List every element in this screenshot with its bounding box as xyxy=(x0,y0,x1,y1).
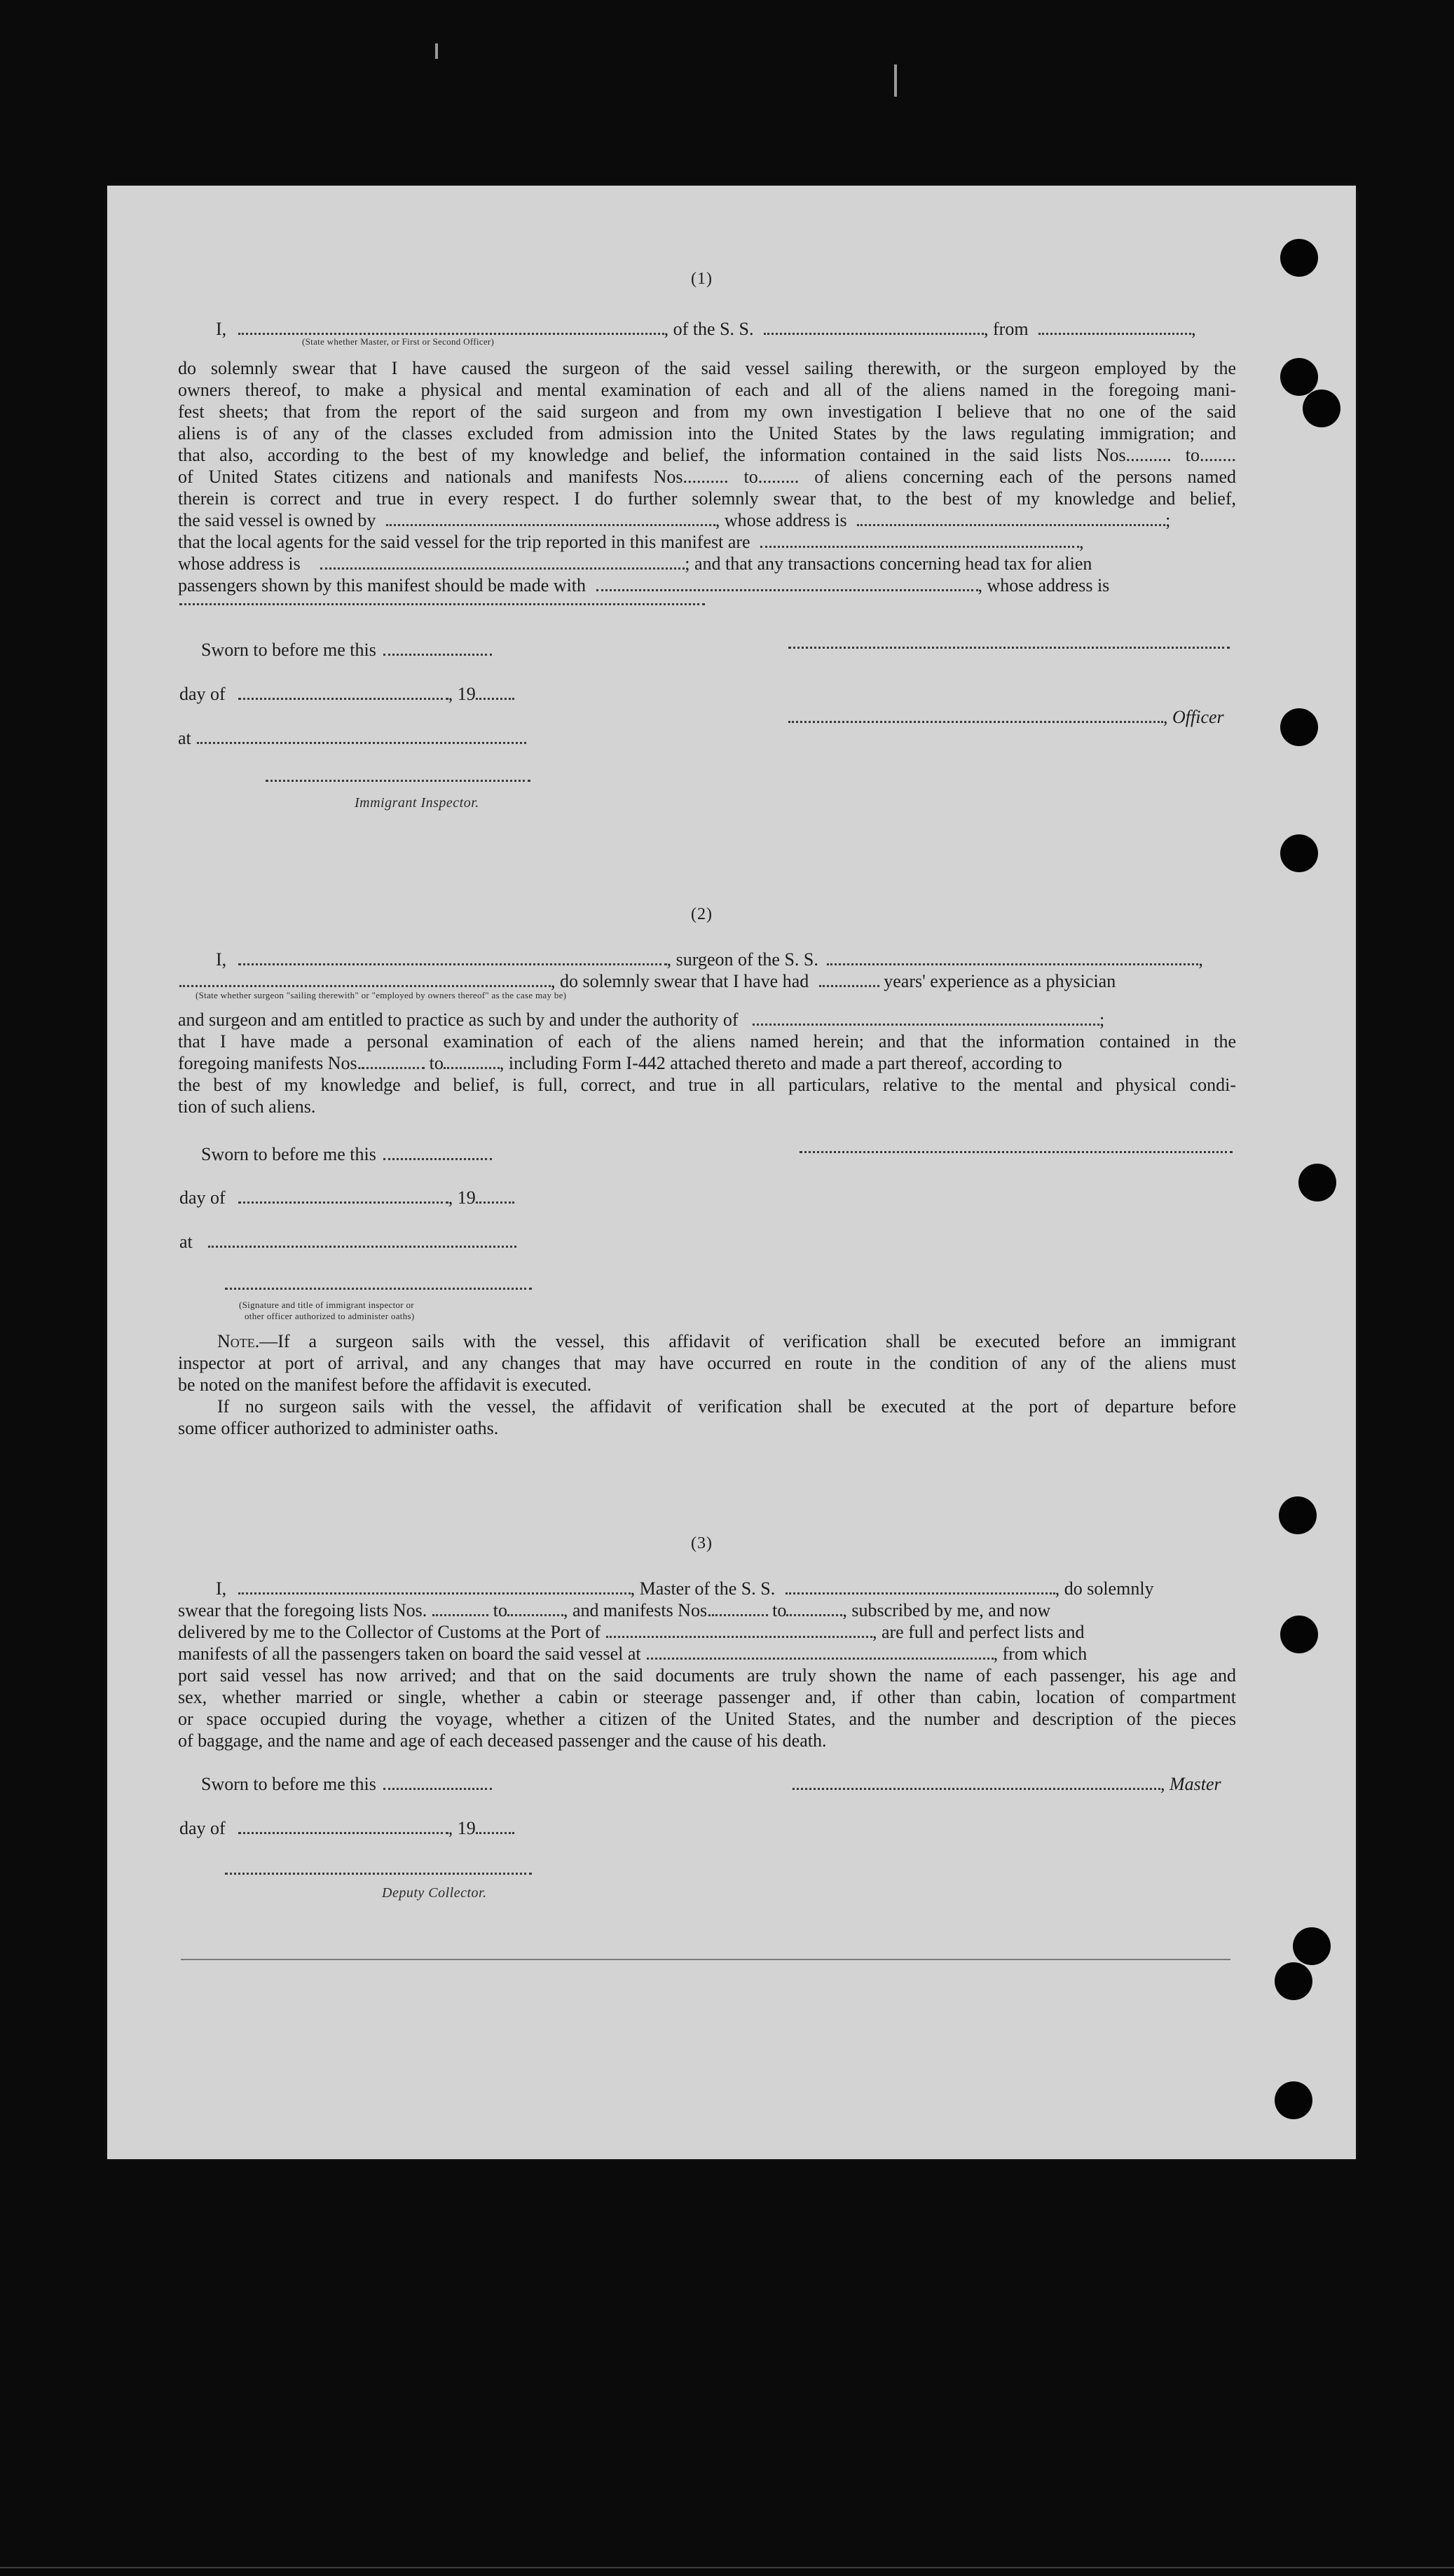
paragraph-line: port said vessel has now arrived; and that on the said documents are truly shown the name of each passenger, his age and xyxy=(178,1665,1236,1686)
paragraph-line: sex, whether married or single, whether a cabin or steerage passenger and, if other than cabin, location of compartment xyxy=(178,1687,1236,1707)
agents-line: that the local agents for the said vessel for the trip reported in this manifest are , xyxy=(178,532,1084,552)
paragraph-line: of United States citizens and nationals and manifests Nos.......... to......... of aliens concerning each of the persons named xyxy=(178,467,1236,487)
signature-line xyxy=(800,1151,1233,1153)
paragraph-line: aliens is of any of the classes excluded from admission into the United States by the laws regulating immigration; and xyxy=(178,423,1236,443)
punch-hole xyxy=(1280,1616,1318,1653)
punch-hole xyxy=(1303,390,1340,427)
note-line: If no surgeon sails with the vessel, the affidavit of verification shall be executed at the port of departure before xyxy=(217,1396,1236,1417)
whose-address-line: whose address is ; and that any transactions concerning head tax for alien xyxy=(178,553,1092,574)
signature-line xyxy=(266,780,530,782)
punch-hole xyxy=(1280,239,1318,277)
oath-line: I, , of the S. S. , from , xyxy=(216,319,1196,339)
master-signature-line: , Master xyxy=(793,1774,1221,1795)
blank-line xyxy=(179,603,705,605)
signature-caption: Immigrant Inspector. xyxy=(355,795,479,811)
note-line: inspector at port of arrival, and any changes that may have occurred en route in the condition of any of the aliens must xyxy=(178,1353,1236,1373)
section-number: (3) xyxy=(691,1534,713,1552)
day-of-line: day of , 19 xyxy=(179,1187,514,1208)
note-line: Note.—If a surgeon sails with the vessel, this affidavit of verification shall be executed before an immigrant xyxy=(217,1331,1236,1351)
officer-line: , Officer xyxy=(788,707,1224,728)
field-caption: (State whether Master, or First or Second Officer) xyxy=(302,336,495,347)
paragraph-line: the best of my knowledge and belief, is full, correct, and true in all particulars, relative to the mental and physical condi- xyxy=(178,1075,1236,1095)
section-number: (2) xyxy=(691,905,713,923)
punch-hole xyxy=(1298,1164,1336,1201)
sworn-line: Sworn to before me this xyxy=(201,1144,492,1165)
document-page xyxy=(107,186,1356,2159)
surgeon-line: I, , surgeon of the S. S. , xyxy=(216,949,1203,970)
scan-speck xyxy=(894,64,897,97)
paragraph-line: of baggage, and the name and age of each deceased passenger and the cause of his death. xyxy=(178,1730,827,1751)
paragraph-line: tion of such aliens. xyxy=(178,1096,316,1117)
section-number: (1) xyxy=(691,270,713,288)
scan-speck xyxy=(0,2567,1454,2568)
punch-hole xyxy=(1280,834,1318,872)
day-of-line: day of , 19 xyxy=(179,1818,514,1839)
at-line: at xyxy=(178,728,526,749)
field-caption: (State whether surgeon "sailing therewith" or "employed by owners thereof" as the case may be) xyxy=(196,990,567,1000)
manifests-line: foregoing manifests Nos. to , including Form I-442 attached thereto and made a part thereof, according to xyxy=(178,1053,1062,1073)
signature-line xyxy=(225,1288,532,1290)
signature-caption: other officer authorized to administer oaths) xyxy=(245,1311,415,1321)
note-line: some officer authorized to administer oaths. xyxy=(178,1418,499,1438)
owner-line: the said vessel is owned by , whose address is ; xyxy=(178,510,1171,530)
bottom-rule xyxy=(181,1959,1230,1960)
paragraph-line: do solemnly swear that I have caused the surgeon of the said vessel sailing therewith, or the surgeon employed by the xyxy=(178,358,1236,378)
day-of-line: day of , 19 xyxy=(179,684,514,705)
paragraph-line: fest sheets; that from the report of the said surgeon and from my own investigation I believe that no one of the said xyxy=(178,401,1236,422)
paragraph-line: that also, according to the best of my knowledge and belief, the information contained in the said lists Nos.......... to........ xyxy=(178,445,1236,465)
punch-hole xyxy=(1279,1496,1317,1534)
taken-on-board-line: manifests of all the passengers taken on board the said vessel at , from which xyxy=(178,1644,1088,1664)
authority-line: and surgeon and am entitled to practice as such by and under the authority of ; xyxy=(178,1010,1105,1030)
punch-hole xyxy=(1275,2081,1312,2119)
signature-caption: Deputy Collector. xyxy=(382,1885,487,1901)
port-line: delivered by me to the Collector of Customs at the Port of , are full and perfect lists and xyxy=(178,1622,1085,1642)
at-line: at xyxy=(179,1232,516,1253)
signature-line xyxy=(788,647,1230,649)
paragraph-line: owners thereof, to make a physical and mental examination of each and all of the aliens named in the foregoing mani- xyxy=(178,380,1236,400)
lists-line: swear that the foregoing lists Nos. to , and manifests Nos. to , subscribed by me, and now xyxy=(178,1600,1051,1620)
scan-speck xyxy=(435,43,438,59)
paragraph-line: that I have made a personal examination of each of the aliens named herein; and that the information contained in the xyxy=(178,1031,1236,1052)
punch-hole xyxy=(1293,1927,1331,1965)
note-line: be noted on the manifest before the affidavit is executed. xyxy=(178,1375,592,1395)
signature-line xyxy=(225,1873,532,1875)
paragraph-line: therein is correct and true in every respect. I do further solemnly swear that, to the best of my knowledge and belief, xyxy=(178,488,1236,509)
sworn-line: Sworn to before me this xyxy=(201,640,492,661)
passengers-line: passengers shown by this manifest should be made with , whose address is xyxy=(178,575,1110,595)
punch-hole xyxy=(1275,1962,1312,2000)
punch-hole xyxy=(1280,708,1318,746)
sworn-line: Sworn to before me this xyxy=(201,1774,492,1795)
signature-caption: (Signature and title of immigrant inspector or xyxy=(239,1300,414,1310)
master-line: I, , Master of the S. S. , do solemnly xyxy=(216,1578,1154,1599)
experience-line: , do solemnly swear that I have had years' experience as a physician xyxy=(179,971,1308,992)
punch-hole xyxy=(1280,358,1318,396)
paragraph-line: or space occupied during the voyage, whether a citizen of the United States, and the number and description of the pieces xyxy=(178,1709,1236,1729)
